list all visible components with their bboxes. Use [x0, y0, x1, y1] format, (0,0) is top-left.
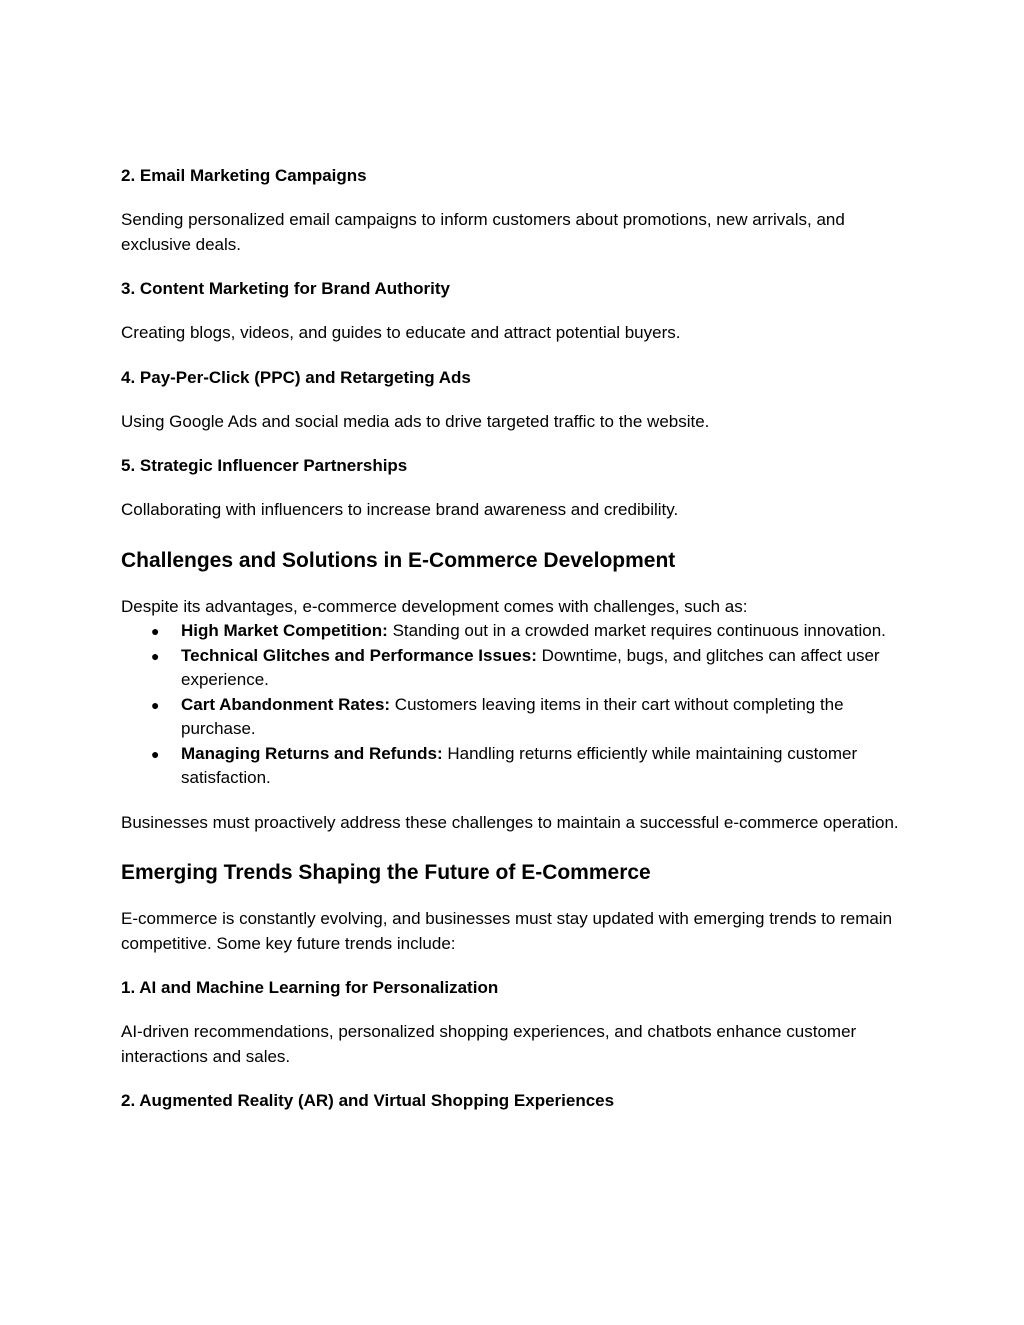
ppc-text: Using Google Ads and social media ads to drive targeted traffic to the website. — [121, 411, 710, 431]
ai-text: AI-driven recommendations, personalized shopping experiences, and chatbots enhance customer interactions and sales. — [121, 1022, 857, 1066]
content-marketing-text: Creating blogs, videos, and guides to educate and attract potential buyers. — [121, 323, 681, 342]
bullet-icon: ● — [151, 745, 160, 762]
bullet-text: Customers leaving items in their cart without completing the purchase. — [181, 694, 844, 738]
challenges-heading: Challenges and Solutions in E-Commerce Development — [121, 548, 676, 572]
challenges-list — [121, 619, 906, 791]
bullet-term: Cart Abandonment Rates: — [181, 694, 391, 714]
challenges-intro: Despite its advantages, e-commerce development comes with challenges, such as: — [121, 596, 748, 616]
document-page — [121, 164, 906, 1113]
bullet-icon: ● — [151, 623, 160, 639]
email-marketing-heading: 2. Email Marketing Campaigns — [121, 166, 367, 185]
trends-intro: E-commerce is constantly evolving, and businesses must stay updated with emerging trends to remain competitive. Some key future trends include: — [121, 909, 893, 953]
influencer-heading: 5. Strategic Influencer Partnerships — [121, 456, 408, 475]
list-item — [121, 693, 906, 742]
ar-heading: 2. Augmented Reality (AR) and Virtual Shopping Experiences — [121, 1091, 615, 1110]
list-item — [121, 619, 906, 644]
list-item — [121, 644, 906, 693]
bullet-text: Handling returns efficiently while maintaining customer satisfaction. — [181, 743, 858, 787]
list-item — [121, 742, 906, 791]
email-marketing-text: Sending personalized email campaigns to inform customers about promotions, new arrivals, and exclusive deals. — [121, 210, 845, 254]
trends-heading: Emerging Trends Shaping the Future of E-Commerce — [121, 861, 651, 884]
bullet-term: Technical Glitches and Performance Issues: — [181, 645, 537, 665]
bullet-term: High Market Competition: — [181, 621, 388, 640]
ai-heading: 1. AI and Machine Learning for Personalization — [121, 978, 499, 997]
ppc-heading: 4. Pay-Per-Click (PPC) and Retargeting Ads — [121, 367, 471, 387]
bullet-text: Standing out in a crowded market requires continuous innovation. — [387, 621, 886, 640]
content-marketing-heading: 3. Content Marketing for Brand Authority — [121, 279, 450, 298]
influencer-text: Collaborating with influencers to increase brand awareness and credibility. — [121, 500, 679, 519]
challenges-conclusion: Businesses must proactively address these challenges to maintain a successful e-commerce operation. — [121, 812, 899, 832]
bullet-icon: ● — [151, 696, 160, 713]
bullet-text: Downtime, bugs, and glitches can affect user experience. — [181, 645, 880, 689]
bullet-term: Managing Returns and Refunds: — [181, 743, 443, 763]
bullet-icon: ● — [151, 647, 160, 664]
